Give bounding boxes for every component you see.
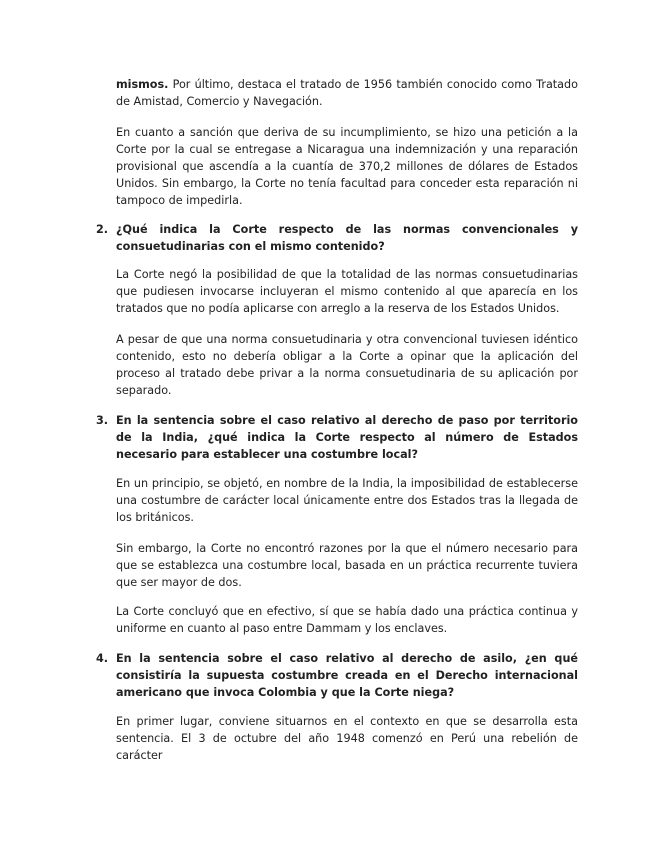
paragraph-5-text: En un principio, se objetó, en nombre de la India, la imposibilidad de establecerse una costumbre de carácter local únicamente entre dos Estados tras la llegada de los británicos.: [116, 477, 578, 524]
question-4: [96, 650, 578, 701]
paragraph-4: [116, 331, 578, 399]
paragraph-6: [116, 540, 578, 591]
paragraph-1-bold-lead: mismos.: [116, 78, 169, 91]
paragraph-6-text: Sin embargo, la Corte no encontró razones por la que el número necesario para que se establezca una costumbre local, basada en un práctica recurrente tuviera que ser mayor de dos.: [116, 542, 578, 589]
question-3: [96, 412, 578, 463]
paragraph-2: [116, 124, 578, 209]
paragraph-4-text: A pesar de que una norma consuetudinaria y otra convencional tuviesen idéntico contenido, esto no debería obligar a la Corte a opinar que la aplicación del proceso al tratado debe privar a la norma consuetudinaria de su aplicación por separado.: [116, 333, 578, 397]
paragraph-2-text: En cuanto a sanción que deriva de su incumplimiento, se hizo una petición a la Corte por la cual se entregase a Nicaragua una indemnización y una reparación provisional que ascendía a la cuantía de 370,2 millones de dólares de Estados Unidos. Sin embargo, la Corte no tenía facultad para conceder esta reparación ni tampoco de impedirla.: [116, 126, 578, 207]
question-3-text: En la sentencia sobre el caso relativo al derecho de paso por territorio de la India, ¿qué indica la Corte respecto al número de Estados necesario para establecer una costumbre local?: [116, 414, 578, 461]
question-2-number: 2.: [96, 223, 109, 236]
paragraph-5: [116, 475, 578, 526]
paragraph-7: [116, 603, 578, 637]
paragraph-8-text: En primer lugar, conviene situarnos en el contexto en que se desarrolla esta sentencia. El 3 de octubre del año 1948 comenzó en Perú una rebelión de carácter: [116, 715, 578, 762]
question-4-number: 4.: [96, 652, 109, 665]
paragraph-3-text: La Corte negó la posibilidad de que la totalidad de las normas consuetudinarias que pudiesen invocarse incluyeran el mismo contenido al que aparecía en los tratados que no podía aplicarse con arreglo a la reserva de los Estados Unidos.: [116, 268, 578, 315]
paragraph-8: [116, 713, 578, 764]
paragraph-7-text: La Corte concluyó que en efectivo, sí que se había dado una práctica continua y uniforme en cuanto al paso entre Dammam y los enclaves.: [116, 605, 578, 635]
question-4-text: En la sentencia sobre el caso relativo al derecho de asilo, ¿en qué consistiría la supuesta costumbre creada en el Derecho internacional americano que invoca Colombia y que la Corte niega?: [116, 652, 578, 699]
paragraph-1-text: Por último, destaca el tratado de 1956 también conocido como Tratado de Amistad, Comercio y Navegación.: [116, 78, 578, 108]
question-2: [96, 221, 578, 255]
question-2-text: ¿Qué indica la Corte respecto de las normas convencionales y consuetudinarias con el mismo contenido?: [116, 223, 578, 253]
question-3-number: 3.: [96, 414, 109, 427]
paragraph-3: [116, 266, 578, 317]
paragraph-1: [116, 76, 578, 110]
